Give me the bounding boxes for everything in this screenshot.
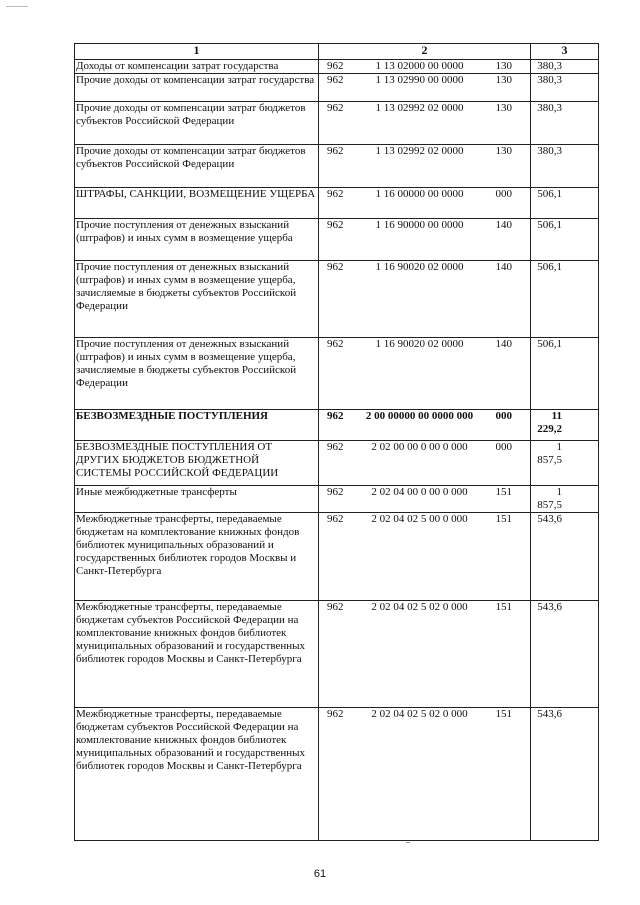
budget-classification-code: 1 16 90020 02 0000 xyxy=(375,261,464,273)
row-name-cell: БЕЗВОЗМЕЗДНЫЕ ПОСТУПЛЕНИЯ xyxy=(75,410,319,441)
row-code-cell xyxy=(319,338,531,410)
budget-classification-code: 1 16 00000 00 0000 xyxy=(375,188,464,200)
table-row xyxy=(75,486,599,513)
row-code-cell xyxy=(319,601,531,708)
table-row xyxy=(75,513,599,601)
subcode: 151 xyxy=(495,708,512,720)
table-row xyxy=(75,219,599,261)
budget-classification-code: 1 13 02990 00 0000 xyxy=(375,74,464,86)
table-row xyxy=(75,60,599,74)
column-header-1: 1 xyxy=(75,44,319,60)
table-row xyxy=(75,708,599,841)
table-row xyxy=(75,102,599,145)
code-group xyxy=(319,60,530,73)
table-row xyxy=(75,601,599,708)
subcode: 140 xyxy=(495,219,512,231)
scan-mark xyxy=(406,842,410,843)
row-sum-cell: 506,1 xyxy=(531,219,599,261)
code-group xyxy=(319,410,530,423)
row-name-cell: Прочие поступления от денежных взысканий (штрафов) и иных сумм в возмещение ущерба, зачисляемые в бюджеты субъектов Российской Федерации xyxy=(75,261,319,338)
table-row xyxy=(75,441,599,486)
budget-classification-code: 2 02 04 00 0 00 0 000 xyxy=(371,486,468,498)
admin-code: 962 xyxy=(327,338,344,350)
budget-classification-code: 1 13 02000 00 0000 xyxy=(375,60,464,72)
page-number: 61 xyxy=(313,868,327,880)
subcode: 000 xyxy=(495,410,512,422)
admin-code: 962 xyxy=(327,601,344,613)
row-sum-cell: 380,3 xyxy=(531,60,599,74)
subcode: 130 xyxy=(495,74,512,86)
budget-classification-code: 1 13 02992 02 0000 xyxy=(375,102,464,114)
row-sum-cell: 380,3 xyxy=(531,74,599,102)
budget-classification-code: 1 16 90000 00 0000 xyxy=(375,219,464,231)
row-code-cell xyxy=(319,410,531,441)
revenue-table xyxy=(74,43,599,841)
table-header-row xyxy=(75,44,599,60)
row-code-cell xyxy=(319,261,531,338)
code-group xyxy=(319,441,530,454)
admin-code: 962 xyxy=(327,145,344,157)
code-group xyxy=(319,102,530,115)
row-code-cell xyxy=(319,486,531,513)
scan-mark xyxy=(6,6,28,7)
table-row xyxy=(75,74,599,102)
subcode: 000 xyxy=(495,441,512,453)
admin-code: 962 xyxy=(327,441,344,453)
code-group xyxy=(319,601,530,614)
table-row xyxy=(75,145,599,188)
subcode: 130 xyxy=(495,60,512,72)
admin-code: 962 xyxy=(327,188,344,200)
row-sum-cell: 11 229,2 xyxy=(531,410,599,441)
code-group xyxy=(319,219,530,232)
admin-code: 962 xyxy=(327,74,344,86)
budget-classification-code: 2 02 00 00 0 00 0 000 xyxy=(371,441,468,453)
budget-classification-code: 1 13 02992 02 0000 xyxy=(375,145,464,157)
row-name-cell: Прочие доходы от компенсации затрат бюджетов субъектов Российской Федерации xyxy=(75,145,319,188)
admin-code: 962 xyxy=(327,410,344,422)
row-sum-cell: 543,6 xyxy=(531,601,599,708)
row-name-cell: Прочие доходы от компенсации затрат государства xyxy=(75,74,319,102)
subcode: 000 xyxy=(495,188,512,200)
subcode: 140 xyxy=(495,338,512,350)
row-name-cell: Прочие доходы от компенсации затрат бюджетов субъектов Российской Федерации xyxy=(75,102,319,145)
row-sum-cell: 1 857,5 xyxy=(531,486,599,513)
row-code-cell xyxy=(319,60,531,74)
row-name-cell: Межбюджетные трансферты, передаваемые бюджетам на комплектование книжных фондов библиотек муниципальных образований и государственных библиотек городов Москвы и Санкт-Петербурга xyxy=(75,513,319,601)
row-name-cell: Межбюджетные трансферты, передаваемые бюджетам субъектов Российской Федерации на комплектование книжных фондов библиотек муниципальных образований и государственных библиотек городов Москвы и Санкт-Петербурга xyxy=(75,708,319,841)
column-header-3: 3 xyxy=(531,44,599,60)
subcode: 140 xyxy=(495,261,512,273)
budget-classification-code: 2 02 04 02 5 00 0 000 xyxy=(371,513,468,525)
admin-code: 962 xyxy=(327,513,344,525)
admin-code: 962 xyxy=(327,261,344,273)
column-header-2: 2 xyxy=(319,44,531,60)
admin-code: 962 xyxy=(327,219,344,231)
code-group xyxy=(319,338,530,351)
admin-code: 962 xyxy=(327,708,344,720)
row-sum-cell: 506,1 xyxy=(531,188,599,219)
code-group xyxy=(319,708,530,721)
code-group xyxy=(319,486,530,499)
row-code-cell xyxy=(319,188,531,219)
row-code-cell xyxy=(319,145,531,188)
row-sum-cell: 543,6 xyxy=(531,513,599,601)
code-group xyxy=(319,513,530,526)
code-group xyxy=(319,261,530,274)
admin-code: 962 xyxy=(327,102,344,114)
row-code-cell xyxy=(319,74,531,102)
table-body xyxy=(75,60,599,841)
admin-code: 962 xyxy=(327,486,344,498)
code-group xyxy=(319,188,530,201)
row-name-cell: ШТРАФЫ, САНКЦИИ, ВОЗМЕЩЕНИЕ УЩЕРБА xyxy=(75,188,319,219)
budget-classification-code: 2 02 04 02 5 02 0 000 xyxy=(371,601,468,613)
subcode: 151 xyxy=(495,601,512,613)
row-sum-cell: 506,1 xyxy=(531,261,599,338)
subcode: 130 xyxy=(495,102,512,114)
row-name-cell: Прочие поступления от денежных взысканий (штрафов) и иных сумм в возмещение ущерба, зачисляемые в бюджеты субъектов Российской Федерации xyxy=(75,338,319,410)
row-code-cell xyxy=(319,708,531,841)
subcode: 151 xyxy=(495,486,512,498)
row-sum-cell: 543,6 xyxy=(531,708,599,841)
row-name-cell: БЕЗВОЗМЕЗДНЫЕ ПОСТУПЛЕНИЯ ОТ ДРУГИХ БЮДЖЕТОВ БЮДЖЕТНОЙ СИСТЕМЫ РОССИЙСКОЙ ФЕДЕРАЦИИ xyxy=(75,441,319,486)
code-group xyxy=(319,145,530,158)
subcode: 130 xyxy=(495,145,512,157)
budget-classification-code: 2 00 00000 00 0000 000 xyxy=(365,410,474,422)
admin-code: 962 xyxy=(327,60,344,72)
budget-classification-code: 2 02 04 02 5 02 0 000 xyxy=(371,708,468,720)
row-code-cell xyxy=(319,102,531,145)
table-row xyxy=(75,188,599,219)
table-row xyxy=(75,338,599,410)
table-row xyxy=(75,261,599,338)
code-group xyxy=(319,74,530,87)
row-sum-cell: 506,1 xyxy=(531,338,599,410)
row-code-cell xyxy=(319,513,531,601)
row-name-cell: Межбюджетные трансферты, передаваемые бюджетам субъектов Российской Федерации на комплектование книжных фондов библиотек муниципальных образований и государственных библиотек городов Москвы и Санкт-Петербурга xyxy=(75,601,319,708)
row-name-cell: Прочие поступления от денежных взысканий (штрафов) и иных сумм в возмещение ущерба xyxy=(75,219,319,261)
table-row xyxy=(75,410,599,441)
row-name-cell: Иные межбюджетные трансферты xyxy=(75,486,319,513)
row-code-cell xyxy=(319,441,531,486)
row-name-cell: Доходы от компенсации затрат государства xyxy=(75,60,319,74)
row-sum-cell: 380,3 xyxy=(531,145,599,188)
subcode: 151 xyxy=(495,513,512,525)
row-code-cell xyxy=(319,219,531,261)
row-sum-cell: 380,3 xyxy=(531,102,599,145)
budget-classification-code: 1 16 90020 02 0000 xyxy=(375,338,464,350)
row-sum-cell: 1 857,5 xyxy=(531,441,599,486)
